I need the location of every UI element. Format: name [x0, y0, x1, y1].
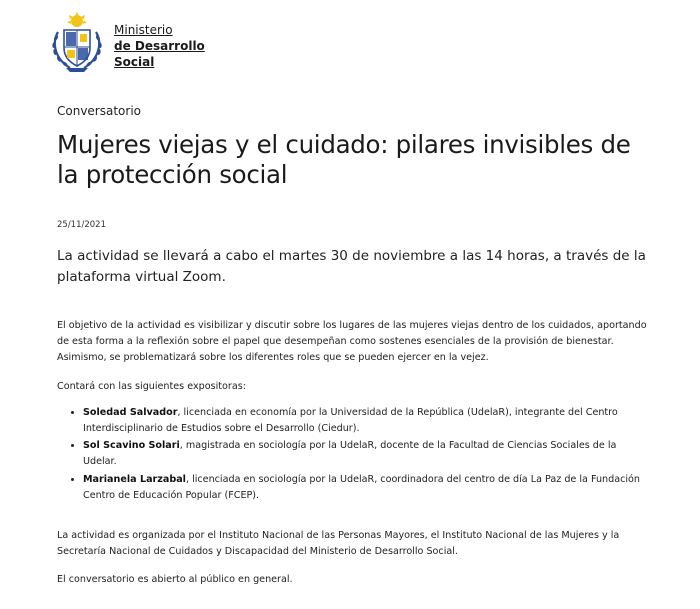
ministry-name-line3[interactable]: Social — [114, 55, 155, 69]
article-title: Mujeres viejas y el cuidado: pilares invisibles de la protección social — [57, 130, 631, 189]
ministry-name-line2[interactable]: de Desarrollo — [114, 39, 205, 53]
article-kicker: Conversatorio — [57, 104, 142, 118]
speaker-description: , licenciada en economía por la Universidad de la República (UdelaR), integrante del Centro Interdisciplinario de Estudios sobre el Desarrollo (Ciedur). — [83, 406, 618, 435]
paragraph-organizers: La actividad es organizada por el Instituto Nacional de las Personas Mayores, el Instituto Nacional de las Mujeres y la Secretaría Nacional de Cuidados y Discapacidad del Ministerio de Desarrollo Social. — [57, 530, 620, 558]
speakers-list — [57, 405, 647, 504]
article — [57, 104, 647, 589]
ministry-name[interactable] — [114, 22, 205, 70]
speaker-description: , magistrada en sociología por la UdelaR, docente de la Facultad de Ciencias Sociales de la Udelar. — [83, 440, 617, 468]
paragraph-objective: El objetivo de la actividad es visibilizar y discutir sobre los lugares de las mujeres viejas dentro de los cuidados, aportando de esta forma a la reflexión sobre el papel que desempeñan como sostenes esenciales de la provisión de bienestar. Asimismo, se problematizará sobre los diferentes roles que se pueden ejercer en la vejez. — [57, 320, 647, 364]
list-item — [83, 438, 647, 470]
list-item — [83, 405, 647, 437]
site-header — [48, 12, 205, 76]
list-item — [83, 472, 647, 504]
ministry-name-line1[interactable]: Ministerio — [114, 23, 173, 37]
speaker-name: Soledad Salvador — [83, 406, 178, 418]
coat-of-arms-uruguay-icon[interactable] — [48, 12, 106, 74]
article-lead: La actividad se llevará a cabo el martes 30 de noviembre a las 14 horas, a través de la plataforma virtual Zoom. — [57, 248, 646, 285]
paragraph-audience: El conversatorio es abierto al público en general. — [57, 574, 293, 586]
article-date: 25/11/2021 — [57, 220, 106, 230]
speaker-name: Marianela Larzabal — [83, 473, 186, 485]
speaker-name: Sol Scavino Solari — [83, 440, 180, 452]
speaker-description: , licenciada en sociología por la UdelaR, coordinadora del centro de día La Paz de la Fundación Centro de Educación Popular (FCEP). — [83, 473, 640, 501]
paragraph-speakers-intro: Contará con las siguientes expositoras: — [57, 380, 246, 392]
